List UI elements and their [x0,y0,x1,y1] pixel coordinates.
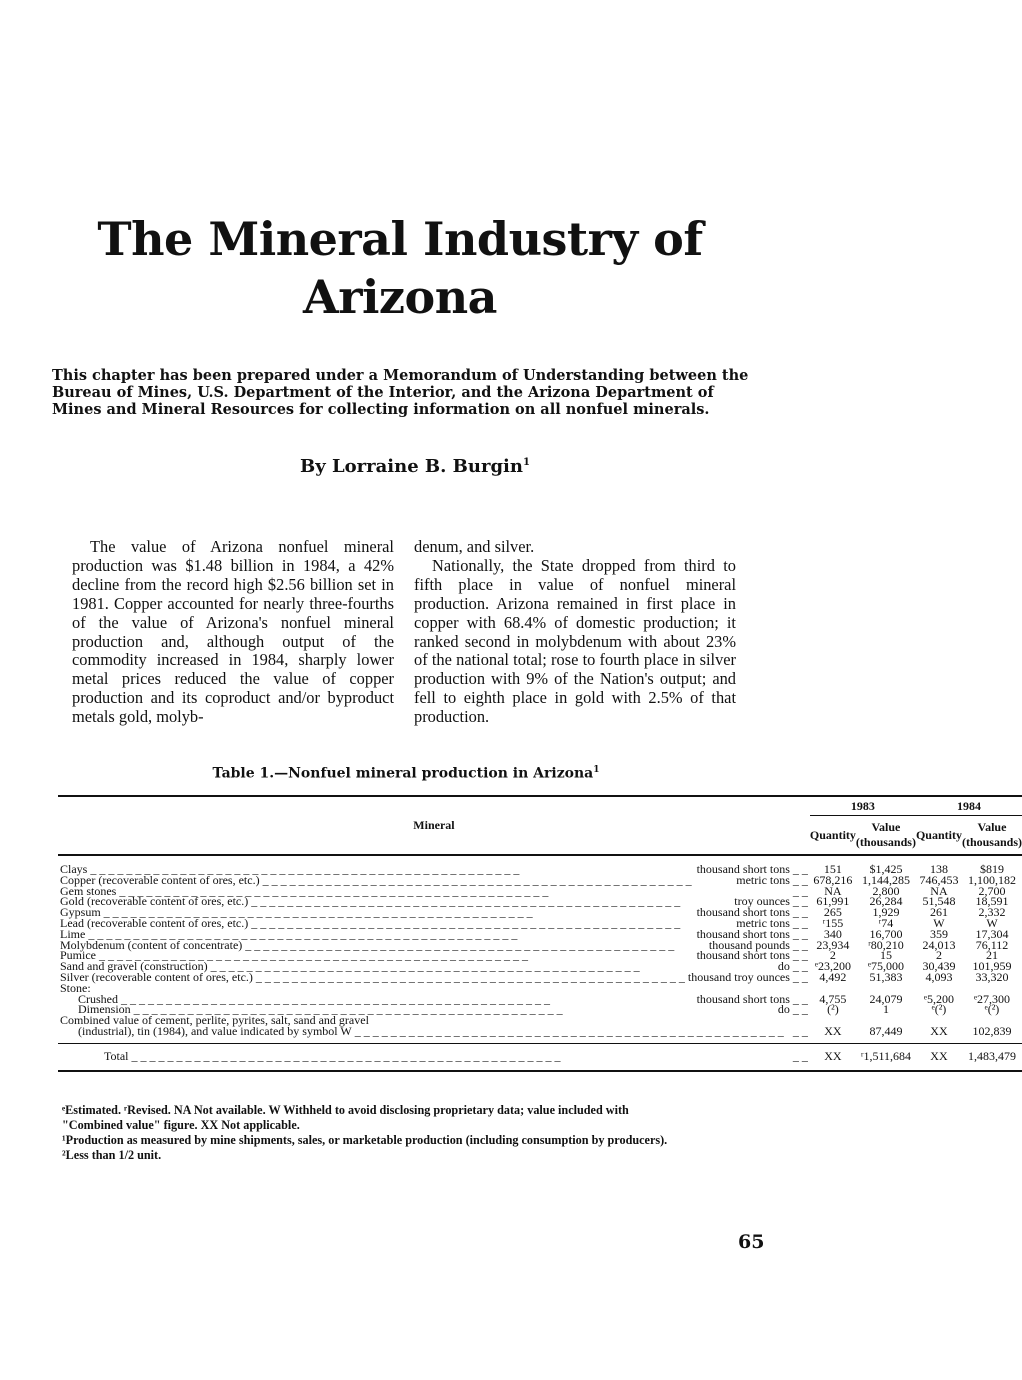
table-header-years [58,796,1022,816]
unit-label: thousand short tons [696,905,790,920]
unit-label: metric tons [736,915,790,930]
leader-tail: _ _ [792,915,808,930]
leader-dashes: _ _ _ _ _ _ _ _ _ _ _ _ _ _ _ _ _ _ _ _ _ _ _ _ _ _ _ _ _ _ _ _ _ _ _ _ _ _ _ _ _ _ _ _ _ _ _ _ [210,959,640,974]
unit-label: troy ounces [734,894,790,909]
column-header-value-1984 [962,816,1022,856]
leader-tail: _ _ [792,937,808,952]
footnote-line-3: ¹Production as measured by mine shipments, sales, or marketable production (including consumption by producers). [62,1133,668,1147]
leader-tail: _ _ [792,969,808,984]
value-1983-cell: 2,800 [872,883,900,898]
quantity-1984-cell: W [933,915,945,930]
author-footnote-mark: 1 [522,457,530,468]
leader-dashes: _ _ _ _ _ _ _ _ _ _ _ _ _ _ _ _ _ _ _ _ _ _ _ _ _ _ _ _ _ _ _ _ _ _ _ _ _ _ _ _ _ _ _ _ _ _ _ _ [133,1002,563,1017]
leader-tail: _ _ [792,991,808,1006]
combined-label-line1: Combined value of cement, perlite, pyrites, salt, sand and gravel [60,1013,369,1028]
quantity-1984-cell: 359 [929,926,948,941]
mineral-name: Pumice [60,948,96,963]
mineral-name: Copper (recoverable content of ores, etc.) [60,872,260,887]
value-1984-cell: $819 [979,862,1004,876]
footnote-line-4: ²Less than 1/2 unit. [62,1148,162,1162]
value-1984-cell: 17,304 [975,926,1009,941]
value-1984-cell: 33,320 [975,969,1009,984]
table-body [58,855,1022,1071]
leader-tail: _ _ [792,926,808,941]
footnote-line-1: ᵉEstimated. ʳRevised. NA Not available. W Withheld to avoid disclosing proprietary data; value included with [62,1103,629,1117]
title-line-2: Arizona [303,270,497,324]
quantity-1983-cell: 61,991 [816,894,850,909]
leader-dashes: _ _ _ _ _ _ _ _ _ _ _ _ _ _ _ _ _ _ _ _ _ _ _ _ _ _ _ _ _ _ _ _ _ _ _ _ _ _ _ _ _ _ _ _ _ _ _ _ [354,1023,784,1038]
quantity-1984-cell: 30,439 [922,959,956,974]
leader-tail: _ _ [792,948,808,963]
quantity-1983-cell: 2 [829,948,836,963]
value-1983-cell: ᵉ75,000 [867,959,904,974]
leader-tail: _ _ [792,883,808,898]
leader-dashes: _ _ _ _ _ _ _ _ _ _ _ _ _ _ _ _ _ _ _ _ _ _ _ _ _ _ _ _ _ _ _ _ _ _ _ _ _ _ _ _ _ _ _ _ _ _ _ _ [251,915,681,930]
mineral-name: Gypsum [60,905,101,920]
leader-tail: _ _ [792,1023,808,1038]
quantity-1983-cell: ʳ155 [822,915,844,930]
table-row-total [58,1043,1022,1071]
mineral-name: Gold (recoverable content of ores, etc.) [60,894,249,909]
value-1984-cell: 101,959 [972,959,1012,974]
quantity-1983-cell: ᵉ23,200 [814,959,851,974]
value-header-line2: (thousands) [855,835,916,849]
leader-dashes: _ _ _ _ _ _ _ _ _ _ _ _ _ _ _ _ _ _ _ _ _ _ _ _ _ _ _ _ _ _ _ _ _ _ _ _ _ _ _ _ _ _ _ _ _ _ _ _ [262,872,692,887]
quantity-1984-cell: 4,093 [925,969,953,984]
unit-label: do [777,1002,790,1017]
quantity-1983-cell: NA [824,883,842,898]
unit-label: thousand pounds [708,937,790,952]
quantity-1984-cell: ᵉ5,200 [923,991,954,1006]
quantity-1983-cell: 678,216 [813,872,853,887]
footnote-line-2: "Combined value" figure. XX Not applicable. [62,1118,300,1132]
quantity-1983-cell: 4,755 [819,991,847,1006]
value-1984-cell: 2,332 [978,905,1006,920]
table-title-footnote-mark: 1 [593,765,600,775]
value-1984-cell: W [986,915,998,930]
page-title [60,210,740,326]
mineral-name: Dimension [78,1002,131,1017]
total-quantity-1984-cell: XX [916,1043,962,1071]
mineral-cell [58,1023,810,1043]
leader-dashes: _ _ _ _ _ _ _ _ _ _ _ _ _ _ _ _ _ _ _ _ _ _ _ _ _ _ _ _ _ _ _ _ _ _ _ _ _ _ _ _ _ _ _ _ _ _ _ _ [103,905,533,920]
body-paragraph-2: Nationally, the State dropped from third to fifth place in value of nonfuel mineral production. Arizona remained in first place in copper with 68.4% of domestic production; it ranked second in molybdenum with about 23% of the national total; rose to fourth place in silver production with 9% of the Nation's output; and fell to eighth place in gold with 2.5% of that production. [414,555,736,727]
leader-dashes: _ _ _ _ _ _ _ _ _ _ _ _ _ _ _ _ _ _ _ _ _ _ _ _ _ _ _ _ _ _ _ _ _ _ _ _ _ _ _ _ _ _ _ _ _ _ _ _ [255,969,685,984]
value-1983-cell: ʳ74 [878,915,894,930]
table-title [0,765,812,782]
mineral-name: Total [104,1049,129,1064]
mineral-cell [58,1043,810,1071]
author-name: By Lorraine B. Burgin [300,456,523,477]
leader-dashes: _ _ _ _ _ _ _ _ _ _ _ _ _ _ _ _ _ _ _ _ _ _ _ _ _ _ _ _ _ _ _ _ _ _ _ _ _ _ _ _ _ _ _ _ _ _ _ _ [121,991,550,1006]
production-table [58,795,1022,1072]
quantity-1984-cell: 746,453 [919,872,959,887]
body-paragraph-1-continued: denum, and silver. [414,537,535,556]
leader-dashes: _ _ _ _ _ _ _ _ _ _ _ _ _ _ _ _ _ _ _ _ _ _ _ _ _ _ _ _ _ _ _ _ _ _ _ _ _ _ _ _ _ _ _ _ _ _ _ _ [245,937,675,952]
mineral-cell [58,969,810,984]
value-1983-cell: 15 [879,948,892,963]
body-column-right [414,538,736,727]
unit-label: thousand short tons [696,862,790,876]
column-header-value-1983 [856,816,916,856]
mineral-name: Lead (recoverable content of ores, etc.) [60,915,249,930]
table-row-combined [58,1026,1022,1043]
author-byline [0,456,830,477]
leader-dashes: _ _ _ _ _ _ _ _ _ _ _ _ _ _ _ _ _ _ _ _ _ _ _ _ _ _ _ _ _ _ _ _ _ _ _ _ _ _ _ _ _ _ _ _ _ _ _ _ [90,862,520,876]
quantity-1983-cell: (²) [827,1002,839,1017]
value-1984-cell: 76,112 [975,937,1009,952]
title-line-1: The Mineral Industry of [97,212,703,266]
stone-label: Stone: [60,980,91,995]
quantity-1984-cell: 138 [929,862,948,876]
leader-dashes: _ _ _ _ _ _ _ _ _ _ _ _ _ _ _ _ _ _ _ _ _ _ _ _ _ _ _ _ _ _ _ _ _ _ _ _ _ _ _ _ _ _ _ _ _ _ _ _ [251,894,681,909]
leader-tail: _ _ [792,872,808,887]
value-header-line2: (thousands) [961,835,1022,849]
leader-dashes: _ _ _ _ _ _ _ _ _ _ _ _ _ _ _ _ _ _ _ _ _ _ _ _ _ _ _ _ _ _ _ _ _ _ _ _ _ _ _ _ _ _ _ _ _ _ _ _ [131,1049,561,1064]
value-1983-cell: 1,929 [872,905,900,920]
quantity-1984-cell: 2 [935,948,942,963]
mineral-name: Molybdenum (content of concentrate) [60,937,243,952]
page-number: 65 [738,1231,765,1253]
value-1983-cell: 26,284 [869,894,903,909]
leader-tail: _ _ [792,1002,808,1017]
mineral-name: Silver (recoverable content of ores, etc.) [60,969,253,984]
quantity-1984-cell: 24,013 [922,937,956,952]
total-quantity-1983-cell: XX [810,1043,856,1071]
mineral-name: Sand and gravel (construction) [60,959,208,974]
value-header-line1: Value [871,820,901,834]
value-1983-cell: 1,144,285 [861,872,910,887]
quantity-1983-cell: XX [824,1023,842,1038]
total-value-1983-cell: ʳ1,511,684 [856,1043,916,1071]
leader-dashes: _ _ _ _ _ _ _ _ _ _ _ _ _ _ _ _ _ _ _ _ _ _ _ _ _ _ _ _ _ _ _ _ _ _ _ _ _ _ _ _ _ _ _ _ _ _ _ _ [88,926,518,941]
value-1983-cell: $1,425 [869,862,903,876]
column-header-quantity-1983: Quantity [810,816,856,856]
leader-dashes: _ _ _ _ _ _ _ _ _ _ _ _ _ _ _ _ _ _ _ _ _ _ _ _ _ _ _ _ _ _ _ _ _ _ _ _ _ _ _ _ _ _ _ _ _ _ _ _ [119,883,549,898]
unit-label: thousand short tons [696,991,790,1006]
unit-label: thousand troy ounces [687,969,790,984]
quantity-1984-cell: ᵉ(²) [931,1002,947,1017]
mineral-name: (industrial), tin (1984), and value indicated by symbol W [78,1023,352,1038]
unit-label: do [777,959,790,974]
value-1983-cell: 87,449 [869,1023,903,1038]
unit-label: metric tons [736,872,790,887]
body-paragraph-1: The value of Arizona nonfuel mineral production was $1.48 billion in 1984, a 42% decline from the record high $2.56 billion set in 1981. Copper accounted for nearly three-fourths of the value of Arizona's nonfuel mineral production and, although output of the commodity increased in 1984, sharply lower metal prices reduced the value of copper production and its coproduct and/or byproduct metals gold, molyb- [72,537,394,727]
value-1984-cell: 1,100,182 [967,872,1016,887]
value-1984-cell: 2,700 [978,883,1006,898]
mineral-name: Clays [60,862,88,876]
unit-label: thousand short tons [696,926,790,941]
body-column-left [72,538,394,727]
value-1984-cell: 102,839 [972,1023,1012,1038]
quantity-1984-cell: NA [930,883,948,898]
leader-tail: _ _ [792,959,808,974]
value-1983-cell: 1 [882,1002,889,1017]
leader-tail: _ _ [792,862,808,876]
value-1983-cell: 24,079 [869,991,903,1006]
value-header-line1: Value [977,820,1007,834]
quantity-1983-cell: 4,492 [819,969,847,984]
column-header-1984: 1984 [916,796,1022,816]
value-1983-cell: 16,700 [869,926,903,941]
value-1983-cell: ʳ80,210 [868,937,904,952]
table-footnotes [62,1103,764,1163]
leader-dashes: _ _ _ _ _ _ _ _ _ _ _ _ _ _ _ _ _ _ _ _ _ _ _ _ _ _ _ _ _ _ _ _ _ _ _ _ _ _ _ _ _ _ _ _ _ _ _ _ [99,948,528,963]
quantity-1983-cell: 23,934 [816,937,850,952]
table-title-text: Table 1.—Nonfuel mineral production in Arizona [212,765,594,782]
leader-tail: _ _ [792,905,808,920]
mineral-name: Gem stones [60,883,117,898]
quantity-1984-cell: XX [930,1023,948,1038]
column-header-quantity-1984: Quantity [916,816,962,856]
value-1984-cell: 18,591 [975,894,1009,909]
quantity-1983-cell: 265 [823,905,842,920]
mineral-name: Lime [60,926,86,941]
value-1983-cell: 51,383 [869,969,903,984]
total-value-1984-cell: 1,483,479 [962,1043,1022,1071]
value-1984-cell: ᵉ27,300 [973,991,1011,1006]
intro-statement: This chapter has been prepared under a Memorandum of Understanding between the Bureau of Mines, U.S. Department of the Interior, and the Arizona Department of Mines and Mineral Resources for collecting information on all nonfuel minerals. [52,367,749,418]
table-row [58,972,1022,983]
quantity-1984-cell: 261 [929,905,948,920]
leader-tail: _ _ [792,894,808,909]
column-header-mineral: Mineral [58,796,810,855]
leader-tail: _ _ [792,1049,808,1064]
value-1984-cell: ᵉ(²) [984,1002,1000,1017]
quantity-1983-cell: 151 [823,862,842,876]
column-header-1983: 1983 [810,796,916,816]
unit-label: thousand short tons [696,948,790,963]
mineral-name: Crushed [78,991,118,1006]
quantity-1984-cell: 51,548 [922,894,956,909]
value-1984-cell: 21 [985,948,998,963]
quantity-1983-cell: 340 [823,926,842,941]
